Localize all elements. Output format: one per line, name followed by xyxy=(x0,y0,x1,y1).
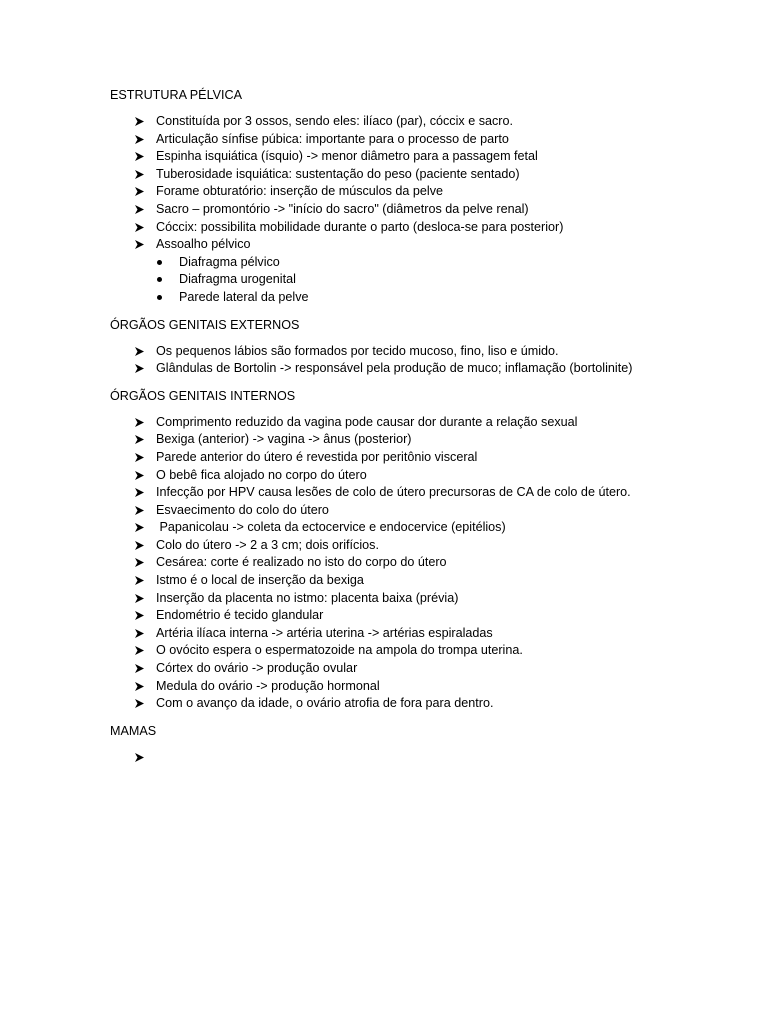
list-item-text: Parede anterior do útero é revestida por peritônio visceral xyxy=(156,449,478,464)
dot-bullet-icon xyxy=(157,295,162,300)
bullet-list-estrutura-pelvica xyxy=(110,113,710,307)
arrow-bullet-icon xyxy=(134,166,148,184)
list-item-text: Sacro – promontório -> "início do sacro" (diâmetros da pelve renal) xyxy=(156,201,529,216)
list-item xyxy=(110,502,710,520)
list-item xyxy=(110,148,710,166)
arrow-bullet-icon xyxy=(134,537,148,555)
list-item-text: Glândulas de Bortolin -> responsável pela produção de muco; inflamação (bortolinite) xyxy=(156,361,633,376)
list-item-text: Medula do ovário -> produção hormonal xyxy=(156,678,380,693)
list-item-text: Forame obturatório: inserção de músculos da pelve xyxy=(156,184,444,199)
dot-bullet-icon xyxy=(157,277,162,282)
arrow-bullet-icon xyxy=(134,113,148,131)
arrow-bullet-icon xyxy=(134,749,148,767)
section-heading-orgaos-genitais-internos: ÓRGÃOS GENITAIS INTERNOS xyxy=(110,388,296,403)
arrow-bullet-icon xyxy=(134,467,148,485)
list-item-text: Comprimento reduzido da vagina pode causar dor durante a relação sexual xyxy=(156,414,578,429)
list-item xyxy=(110,572,710,590)
list-item-text: Os pequenos lábios são formados por tecido mucoso, fino, liso e úmido. xyxy=(156,343,559,358)
arrow-bullet-icon xyxy=(134,519,148,537)
list-item xyxy=(110,642,710,660)
list-item-text: Papanicolau -> coleta da ectocervice e endocervice (epitélios) xyxy=(156,520,506,535)
bullet-list-orgaos-genitais-externos xyxy=(110,343,710,378)
list-item-text: O bebê fica alojado no corpo do útero xyxy=(156,467,367,482)
arrow-bullet-icon xyxy=(134,678,148,696)
sublist-item xyxy=(110,271,710,289)
list-item xyxy=(110,343,710,361)
list-item xyxy=(110,519,710,537)
list-item xyxy=(110,414,710,432)
list-item xyxy=(110,449,710,467)
list-item-text: Istmo é o local de inserção da bexiga xyxy=(156,573,364,588)
list-item xyxy=(110,537,710,555)
arrow-bullet-icon xyxy=(134,201,148,219)
list-item-text: Com o avanço da idade, o ovário atrofia de fora para dentro. xyxy=(156,696,494,711)
list-item-text: Infecção por HPV causa lesões de colo de útero precursoras de CA de colo de útero. xyxy=(156,485,631,500)
list-item xyxy=(110,166,710,184)
list-item-text: Esvaecimento do colo do útero xyxy=(156,502,329,517)
list-item xyxy=(110,219,710,237)
list-item xyxy=(110,607,710,625)
list-item xyxy=(110,678,710,696)
list-item-text: Córtex do ovário -> produção ovular xyxy=(156,661,358,676)
bullet-list-orgaos-genitais-internos xyxy=(110,414,710,713)
arrow-bullet-icon xyxy=(134,414,148,432)
list-item xyxy=(110,625,710,643)
sublist-item-text: Parede lateral da pelve xyxy=(179,289,309,304)
arrow-bullet-icon xyxy=(134,484,148,502)
dot-bullet-icon xyxy=(157,260,162,265)
list-item-text: Cóccix: possibilita mobilidade durante o parto (desloca-se para posterior) xyxy=(156,219,564,234)
sublist-item xyxy=(110,289,710,307)
list-item-text: O ovócito espera o espermatozoide na ampola do trompa uterina. xyxy=(156,643,523,658)
dot-sublist-assoalho-pelvico xyxy=(110,254,710,307)
section-heading-mamas: MAMAS xyxy=(110,723,157,738)
list-item-text: Colo do útero -> 2 a 3 cm; dois orifícios. xyxy=(156,537,379,552)
list-item xyxy=(110,131,710,149)
list-item xyxy=(110,113,710,131)
section-heading-estrutura-pelvica: ESTRUTURA PÉLVICA xyxy=(110,88,243,102)
list-item-text: Assoalho pélvico xyxy=(156,237,251,252)
arrow-bullet-icon xyxy=(134,431,148,449)
list-item xyxy=(110,431,710,449)
list-item-text: Endométrio é tecido glandular xyxy=(156,608,324,623)
list-item xyxy=(110,660,710,678)
arrow-bullet-icon xyxy=(134,360,148,378)
arrow-bullet-icon xyxy=(134,642,148,660)
list-item-text: Cesárea: corte é realizado no isto do corpo do útero xyxy=(156,555,447,570)
list-item xyxy=(110,695,710,713)
arrow-bullet-icon xyxy=(134,554,148,572)
arrow-bullet-icon xyxy=(134,660,148,678)
arrow-bullet-icon xyxy=(134,502,148,520)
list-item-text: Constituída por 3 ossos, sendo eles: ilíaco (par), cóccix e sacro. xyxy=(156,114,513,128)
list-item xyxy=(110,201,710,219)
list-item xyxy=(110,236,710,254)
sublist-item xyxy=(110,254,710,272)
list-item-empty[interactable] xyxy=(110,749,710,767)
arrow-bullet-icon xyxy=(134,148,148,166)
arrow-bullet-icon xyxy=(134,219,148,237)
list-item xyxy=(110,554,710,572)
arrow-bullet-icon xyxy=(134,695,148,713)
arrow-bullet-icon xyxy=(134,607,148,625)
list-item xyxy=(110,183,710,201)
list-item xyxy=(110,484,710,502)
list-item-text: Bexiga (anterior) -> vagina -> ânus (posterior) xyxy=(156,432,412,447)
bullet-list-mamas xyxy=(110,749,710,767)
list-item-text: Artéria ilíaca interna -> artéria uterina -> artérias espiraladas xyxy=(156,625,493,640)
arrow-bullet-icon xyxy=(134,183,148,201)
arrow-bullet-icon xyxy=(134,343,148,361)
document-body xyxy=(110,87,710,776)
sublist-container xyxy=(110,254,710,307)
section-heading-orgaos-genitais-externos: ÓRGÃOS GENITAIS EXTERNOS xyxy=(110,317,300,332)
arrow-bullet-icon xyxy=(134,131,148,149)
list-item-text: Inserção da placenta no istmo: placenta baixa (prévia) xyxy=(156,590,459,605)
arrow-bullet-icon xyxy=(134,625,148,643)
list-item xyxy=(110,360,710,378)
sublist-item-text: Diafragma pélvico xyxy=(179,254,280,269)
arrow-bullet-icon xyxy=(134,572,148,590)
sublist-item-text: Diafragma urogenital xyxy=(179,272,296,287)
arrow-bullet-icon xyxy=(134,449,148,467)
list-item-text: Espinha isquiática (ísquio) -> menor diâmetro para a passagem fetal xyxy=(156,149,538,164)
list-item xyxy=(110,590,710,608)
list-item-text: Tuberosidade isquiática: sustentação do peso (paciente sentado) xyxy=(156,166,520,181)
list-item-text: Articulação sínfise púbica: importante para o processo de parto xyxy=(156,131,509,146)
arrow-bullet-icon xyxy=(134,236,148,254)
list-item xyxy=(110,467,710,485)
arrow-bullet-icon xyxy=(134,590,148,608)
